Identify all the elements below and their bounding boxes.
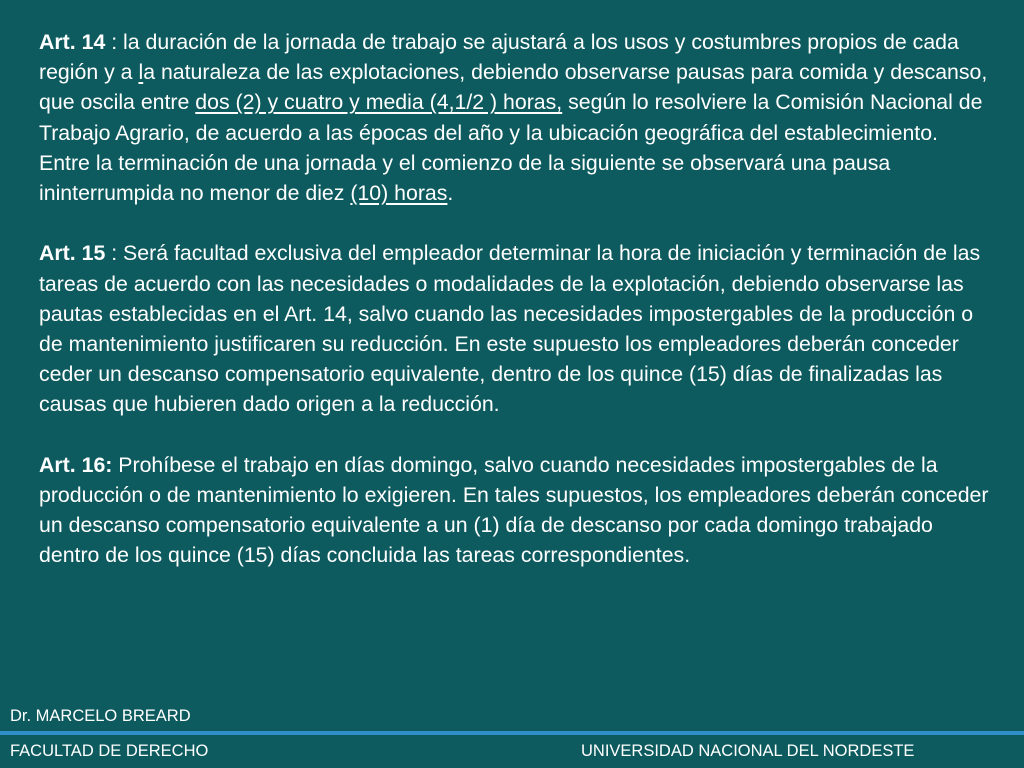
- article-15-label: Art. 15: [39, 241, 106, 266]
- article-16-label: Art. 16:: [39, 452, 113, 477]
- article-15: [39, 238, 999, 419]
- article-15-text: : Será facultad exclusiva del empleador determinar la hora de iniciación y terminación de las tareas de acuerdo con las necesidades o modalidades de la explotación, debiendo observarse las pautas establecidas en el Art. 14, salvo cuando las necesidades impostergables de la producción o de mantenimiento justificaren su reducción. En este supuesto los empleadores deberán conceder ceder un descanso compensatorio equivalente, dentro de los quince (15) días de finalizadas las causas que hubieren dado origen a la reducción.: [39, 241, 981, 417]
- slide-body: [39, 27, 999, 571]
- article-14-pause-duration: dos (2) y cuatro y media (4,1/2 ) horas,: [195, 90, 563, 115]
- article-14: [39, 27, 999, 148]
- article-14-text-1: : la duración de la jornada de trabajo se ajustará a los usos y costumbres propios de cada región y a: [39, 30, 959, 85]
- faculty-name: FACULTAD DE DERECHO: [10, 742, 209, 760]
- article-14-underlined-letter: l: [138, 60, 144, 85]
- presenter-name: Dr. MARCELO BREARD: [10, 707, 191, 725]
- spacer: [39, 208, 999, 238]
- article-14-text-2: a naturaleza de las explotaciones, debiendo observarse pausas para comida y descanso, que oscila entre: [39, 60, 988, 115]
- spacer: [39, 420, 999, 450]
- article-14-rest-hours: (10) horas: [350, 181, 448, 206]
- article-16-text: Prohíbese el trabajo en días domingo, salvo cuando necesidades impostergables de la producción o de mantenimiento lo exigieren. En tales supuestos, los empleadores deberán conceder un descanso compensatorio equivalente a un (1) día de descanso por cada domingo trabajado dentro de los quince (15) días concluida las tareas correspondientes.: [39, 452, 989, 568]
- footer-divider: [0, 731, 1024, 735]
- university-name: UNIVERSIDAD NACIONAL DEL NORDESTE: [581, 742, 915, 760]
- article-14-text-5: .: [447, 181, 454, 206]
- article-14-label: Art. 14: [39, 30, 106, 54]
- article-14-text-3: según lo resolviere la Comisión Nacional de Trabajo Agrario, de acuerdo a las épocas del año y la ubicación geográfica del establecimiento.: [39, 90, 983, 145]
- article-16: [39, 450, 999, 571]
- article-14-second-paragraph: [39, 148, 999, 208]
- article-14-text-4: Entre la terminación de una jornada y el comienzo de la siguiente se observará una pausa ininterrumpida no menor de diez: [39, 150, 891, 206]
